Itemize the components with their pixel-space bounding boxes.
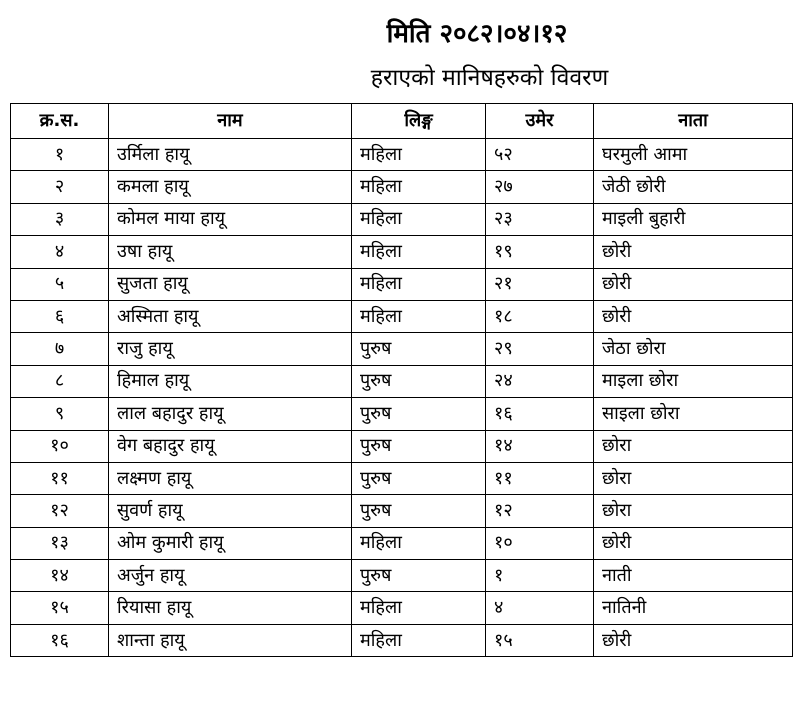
cell-relation: माइली बुहारी [594,203,793,235]
table-row [11,624,793,656]
cell-gender: महिला [352,268,486,300]
cell-name: लाल बहादुर हायू [109,398,352,430]
cell-name: शान्ता हायू [109,624,352,656]
cell-name: उषा हायू [109,236,352,268]
cell-age: १५ [486,624,594,656]
cell-age: १० [486,527,594,559]
document-subtitle: हराएको मानिषहरुको विवरण [370,65,609,91]
table-row [11,203,793,235]
table-row [11,430,793,462]
table-row [11,268,793,300]
cell-relation: छोरी [594,300,793,332]
table-row [11,171,793,203]
cell-relation: छोरा [594,462,793,494]
cell-age: १८ [486,300,594,332]
cell-gender: पुरुष [352,333,486,365]
cell-relation: नाती [594,560,793,592]
document-date: मिति २०८२।०४।१२ [386,19,568,49]
cell-serial-number: १ [11,139,109,171]
cell-age: २१ [486,268,594,300]
cell-name: उर्मिला हायू [109,139,352,171]
header-serial-number: क्र.स. [11,104,109,139]
cell-age: ५२ [486,139,594,171]
cell-age: २४ [486,365,594,397]
header-gender: लिङ्ग [352,104,486,139]
cell-serial-number: १२ [11,495,109,527]
cell-relation: साइला छोरा [594,398,793,430]
table-header [11,104,793,139]
table-row [11,592,793,624]
table-body [11,139,793,657]
cell-serial-number: ७ [11,333,109,365]
cell-serial-number: १३ [11,527,109,559]
cell-name: ओम कुमारी हायू [109,527,352,559]
table-row [11,300,793,332]
header-age: उमेर [486,104,594,139]
table-row [11,139,793,171]
cell-name: वेग बहादुर हायू [109,430,352,462]
cell-gender: पुरुष [352,495,486,527]
cell-serial-number: ३ [11,203,109,235]
cell-gender: पुरुष [352,398,486,430]
cell-serial-number: ६ [11,300,109,332]
cell-gender: महिला [352,527,486,559]
cell-serial-number: १५ [11,592,109,624]
cell-name: हिमाल हायू [109,365,352,397]
table-row [11,333,793,365]
cell-gender: पुरुष [352,462,486,494]
cell-age: १४ [486,430,594,462]
cell-relation: छोरा [594,495,793,527]
cell-gender: पुरुष [352,430,486,462]
header-row [11,104,793,139]
cell-relation: छोरी [594,236,793,268]
cell-age: २९ [486,333,594,365]
cell-age: १ [486,560,594,592]
cell-age: १६ [486,398,594,430]
cell-relation: छोरा [594,430,793,462]
cell-gender: पुरुष [352,365,486,397]
cell-gender: महिला [352,139,486,171]
table-row [11,462,793,494]
header-name: नाम [109,104,352,139]
cell-name: सुवर्ण हायू [109,495,352,527]
cell-serial-number: १४ [11,560,109,592]
cell-gender: महिला [352,592,486,624]
cell-age: १९ [486,236,594,268]
cell-relation: छोरी [594,527,793,559]
cell-name: राजु हायू [109,333,352,365]
cell-name: लक्ष्मण हायू [109,462,352,494]
cell-age: ११ [486,462,594,494]
cell-relation: जेठी छोरी [594,171,793,203]
cell-name: अर्जुन हायू [109,560,352,592]
cell-gender: महिला [352,624,486,656]
header-relation: नाता [594,104,793,139]
cell-name: सुजता हायू [109,268,352,300]
table-row [11,236,793,268]
cell-gender: महिला [352,171,486,203]
cell-relation: छोरी [594,624,793,656]
cell-serial-number: ४ [11,236,109,268]
missing-persons-table [10,103,793,657]
cell-relation: जेठा छोरा [594,333,793,365]
table-row [11,398,793,430]
table-row [11,495,793,527]
cell-relation: घरमुली आमा [594,139,793,171]
table-row [11,560,793,592]
cell-age: २७ [486,171,594,203]
cell-age: २३ [486,203,594,235]
cell-serial-number: १० [11,430,109,462]
cell-serial-number: १६ [11,624,109,656]
cell-age: ४ [486,592,594,624]
cell-gender: पुरुष [352,560,486,592]
cell-name: अस्मिता हायू [109,300,352,332]
cell-relation: नातिनी [594,592,793,624]
cell-relation: माइला छोरा [594,365,793,397]
cell-name: रियासा हायू [109,592,352,624]
cell-gender: महिला [352,236,486,268]
cell-serial-number: ११ [11,462,109,494]
cell-name: कमला हायू [109,171,352,203]
table-row [11,365,793,397]
cell-serial-number: २ [11,171,109,203]
cell-serial-number: ९ [11,398,109,430]
cell-age: १२ [486,495,594,527]
cell-serial-number: ५ [11,268,109,300]
cell-relation: छोरी [594,268,793,300]
cell-serial-number: ८ [11,365,109,397]
cell-gender: महिला [352,203,486,235]
cell-gender: महिला [352,300,486,332]
table-row [11,527,793,559]
cell-name: कोमल माया हायू [109,203,352,235]
